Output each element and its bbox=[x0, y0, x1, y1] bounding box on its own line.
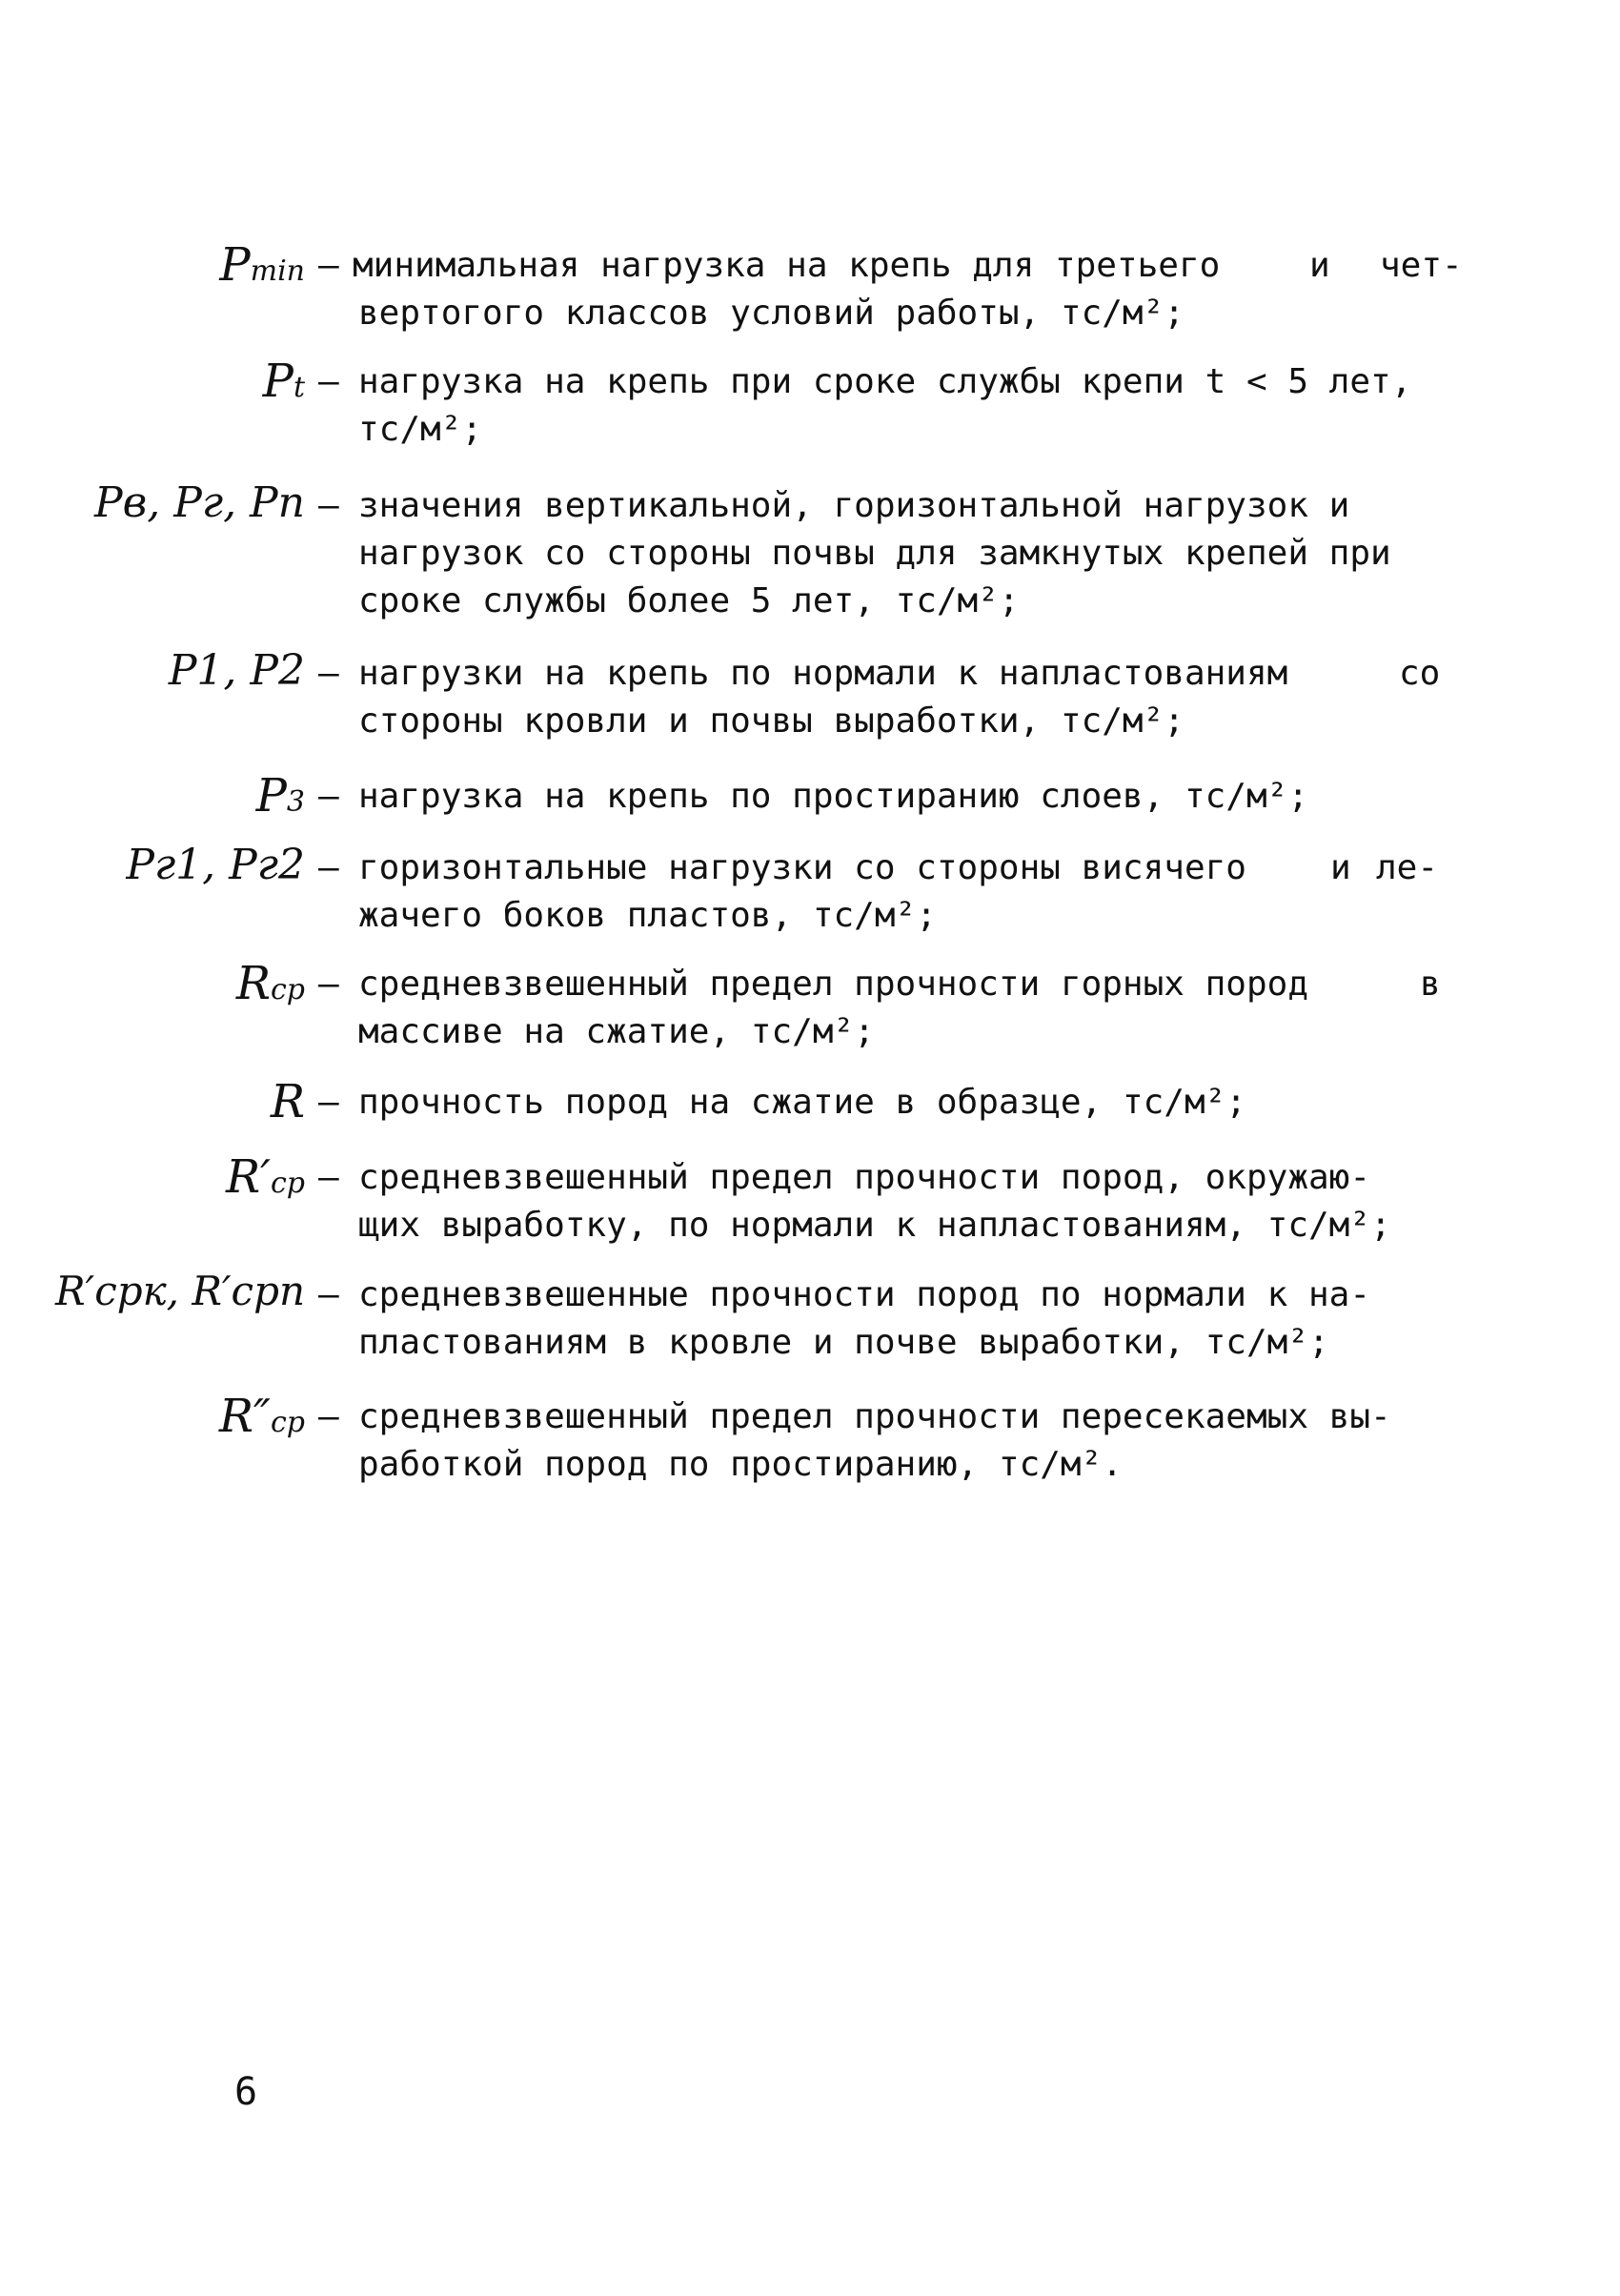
definition-line: стороны кровли и почвы выработки, тс/м²; bbox=[358, 701, 1185, 741]
symbol-base: R bbox=[235, 957, 271, 1010]
symbol bbox=[0, 769, 305, 823]
symbol-base: R bbox=[218, 1390, 254, 1443]
symbol-base: R bbox=[270, 1075, 305, 1128]
definition-line: нагрузка на крепь по простиранию слоев, тс/м²; bbox=[358, 777, 1308, 816]
definition-line-tail: и bbox=[1330, 848, 1351, 887]
symbol-base: R′срк, R′срп bbox=[55, 1268, 305, 1314]
symbol-base: P1, P2 bbox=[168, 646, 305, 695]
symbol bbox=[0, 238, 305, 292]
symbol-subscript: ср bbox=[270, 1406, 305, 1439]
symbol bbox=[0, 957, 305, 1010]
symbol-subscript: min bbox=[250, 254, 305, 288]
definition-line: минимальная нагрузка на крепь для третьего bbox=[353, 246, 1221, 285]
definition-line: вертогого классов условий работы, тс/м²; bbox=[358, 294, 1185, 333]
symbol-subscript: ср bbox=[270, 1167, 305, 1200]
definition-line: средневзвешенный предел прочности пересекаемых вы- bbox=[358, 1397, 1391, 1436]
definition-line: нагрузки на крепь по нормали к напластованиям bbox=[358, 654, 1288, 693]
symbol-base: Pв, Pг, Pп bbox=[94, 478, 305, 527]
dash: – bbox=[318, 654, 339, 693]
symbol-prime: ″ bbox=[253, 1390, 271, 1443]
symbol bbox=[0, 355, 305, 408]
definition-line-tail: и bbox=[1309, 246, 1330, 285]
symbol bbox=[0, 646, 305, 695]
definition-line: горизонтальные нагрузки со стороны висячего bbox=[358, 848, 1246, 887]
symbol-subscript: t bbox=[293, 371, 305, 404]
definition-line-tail: со bbox=[1399, 654, 1441, 693]
definition-line: прочность пород на сжатие в образце, тс/м²; bbox=[358, 1083, 1246, 1122]
definition-line: жачего боков пластов, тс/м²; bbox=[358, 896, 937, 935]
definition-line: средневзвешенный предел прочности пород, окружаю- bbox=[358, 1158, 1371, 1197]
dash: – bbox=[318, 965, 339, 1004]
dash: – bbox=[318, 1275, 339, 1314]
dash: – bbox=[318, 1083, 339, 1122]
symbol-base: P bbox=[255, 769, 287, 823]
definition-line-tail: ле- bbox=[1376, 848, 1439, 887]
symbol-base: P bbox=[262, 355, 294, 408]
symbol-prime: ′ bbox=[260, 1150, 271, 1204]
definition-line: тс/м²; bbox=[358, 410, 483, 449]
definition-line: нагрузка на крепь при сроке службы крепи t < 5 лет, bbox=[358, 362, 1412, 401]
symbol-base: R bbox=[225, 1150, 261, 1204]
definition-line: пластованиям в кровле и почве выработки, тс/м²; bbox=[358, 1323, 1329, 1362]
dash: – bbox=[318, 486, 339, 525]
symbol-subscript: 3 bbox=[286, 785, 305, 819]
dash: – bbox=[318, 1397, 339, 1436]
symbol bbox=[0, 1268, 305, 1314]
definition-line: средневзвешенный предел прочности горных пород bbox=[358, 965, 1308, 1004]
dash: – bbox=[318, 777, 339, 816]
definition-line-tail: в bbox=[1420, 965, 1441, 1004]
definition-line: сроке службы более 5 лет, тс/м²; bbox=[358, 581, 1020, 620]
dash: – bbox=[318, 848, 339, 887]
symbol-base: Pг1, Pг2 bbox=[126, 841, 305, 889]
symbol bbox=[0, 478, 305, 527]
definition-line: работкой пород по простиранию, тс/м². bbox=[358, 1445, 1123, 1484]
definition-line-tail: чет- bbox=[1380, 246, 1463, 285]
symbol-subscript: ср bbox=[270, 973, 305, 1006]
definition-line: средневзвешенные прочности пород по нормали к на- bbox=[358, 1275, 1371, 1314]
symbol-base: P bbox=[219, 238, 251, 292]
dash: – bbox=[318, 246, 339, 285]
symbol bbox=[0, 841, 305, 889]
definition-line: массиве на сжатие, тс/м²; bbox=[358, 1012, 875, 1051]
definition-line: щих выработку, по нормали к напластованиям, тс/м²; bbox=[358, 1206, 1391, 1245]
page-number: 6 bbox=[234, 2070, 258, 2114]
symbol bbox=[0, 1075, 305, 1128]
dash: – bbox=[318, 362, 339, 401]
definition-line: значения вертикальной, горизонтальной нагрузок и bbox=[358, 486, 1350, 525]
dash: – bbox=[318, 1158, 339, 1197]
definition-line: нагрузок со стороны почвы для замкнутых крепей при bbox=[358, 534, 1391, 573]
symbol bbox=[0, 1390, 305, 1443]
symbol bbox=[0, 1150, 305, 1204]
